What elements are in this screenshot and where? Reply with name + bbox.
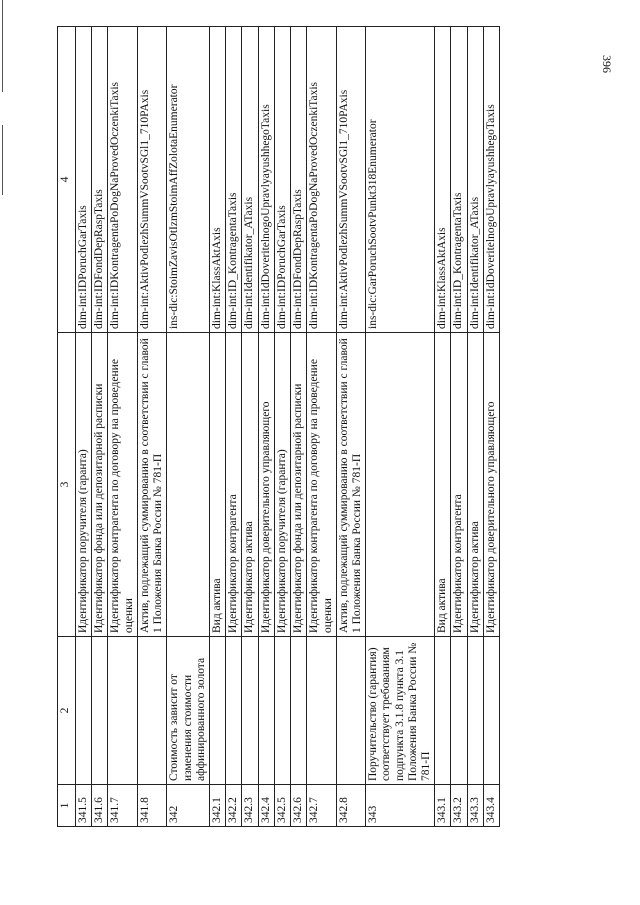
table-cell-c3: Актив, подлежащий суммированию в соответствии с главой 1 Положения Банка России № 781-П	[336, 333, 365, 637]
rotated-table-content	[57, 27, 587, 827]
table-cell-c3: Идентификатор поручителя (гаранта)	[274, 333, 290, 637]
table-cell-c3: Актив, подлежащий суммированию в соответствии с главой 1 Положения Банка России № 781-П	[137, 333, 166, 637]
table-cell-c1: 343.4	[483, 785, 499, 827]
table-row	[291, 27, 307, 827]
table-cell-c3	[167, 333, 210, 637]
table-cell-c2	[92, 637, 108, 785]
table-cell-c4: dim-int:IDKontragentaPoDogNaProvedOczenkiTaxis	[108, 27, 137, 333]
table-cell-c4: dim-int:AktivPodlezhSummVSootvSGl1_710PAxis	[137, 27, 166, 333]
table-cell-c1: 341.7	[108, 785, 137, 827]
table-cell-c3	[366, 333, 435, 637]
table-cell-c3: Идентификатор фонда или депозитарной расписки	[92, 333, 108, 637]
table-cell-c4: dim-int:IDKontragentaPoDogNaProvedOczenkiTaxis	[307, 27, 336, 333]
table-cell-c2	[242, 637, 258, 785]
table-cell-c1: 343.2	[451, 785, 467, 827]
table-cell-c4: dim-int:IDFondDepRaspTaxis	[92, 27, 108, 333]
table-cell-c1: 341.8	[137, 785, 166, 827]
table-cell-c1: 342.2	[226, 785, 242, 827]
table-cell-c3: Идентификатор контрагента по договору на проведение оценки	[108, 333, 137, 637]
scan-edge-mark	[2, 125, 3, 195]
table-row	[307, 27, 336, 827]
table-cell-c4: dim-int:Identifikator_ATaxis	[467, 27, 483, 333]
table-row	[226, 27, 242, 827]
table-row	[209, 27, 225, 827]
table-cell-c3: Идентификатор доверительного управляющего	[258, 333, 274, 637]
table-cell-c3: Идентификатор контрагента	[226, 333, 242, 637]
table-row	[274, 27, 290, 827]
table-cell-c4: dim-int:Identifikator_ATaxis	[242, 27, 258, 333]
table-cell-c3: Идентификатор контрагента	[451, 333, 467, 637]
table-cell-c4: dim-int:IdDoveritelnogoUpravlyayushhegoTaxis	[258, 27, 274, 333]
table-cell-c2	[435, 637, 451, 785]
table-cell-c2: Стоимость зависит от изменения стоимости аффинированного золота	[167, 637, 210, 785]
table-row	[467, 27, 483, 827]
table-row	[137, 27, 166, 827]
table-row	[242, 27, 258, 827]
table-cell-c4: dim-int:IDFondDepRaspTaxis	[291, 27, 307, 333]
table-cell-c4: dim-int:ID_KontragentaTaxis	[451, 27, 467, 333]
table-cell-c2	[76, 637, 92, 785]
table-cell-c4: dim-int:IDPoruchGarTaxis	[274, 27, 290, 333]
column-header: 3	[58, 333, 76, 637]
table-cell-c2	[108, 637, 137, 785]
table-row	[336, 27, 365, 827]
table-cell-c2: Поручительство (гарантия) соответствует требованиям подпункта 3.1.8 пункта 3.1 Положения Банка России № 781-П	[366, 637, 435, 785]
table-cell-c4: dim-int:AktivPodlezhSummVSootvSGl1_710PAxis	[336, 27, 365, 333]
table-row	[483, 27, 499, 827]
table-cell-c2	[467, 637, 483, 785]
table-cell-c3: Идентификатор поручителя (гаранта)	[76, 333, 92, 637]
table-cell-c1: 341.5	[76, 785, 92, 827]
table-cell-c2	[291, 637, 307, 785]
table-row	[108, 27, 137, 827]
table-cell-c2	[451, 637, 467, 785]
table-cell-c1: 342	[167, 785, 210, 827]
column-header: 4	[58, 27, 76, 333]
table-cell-c1: 342.7	[307, 785, 336, 827]
table-cell-c4: dim-int:ID_KontragentaTaxis	[226, 27, 242, 333]
table-cell-c3: Идентификатор контрагента по договору на проведение оценки	[307, 333, 336, 637]
table-cell-c4: dim-int:IdDoveritelnogoUpravlyayushhegoTaxis	[483, 27, 499, 333]
table-cell-c1: 342.6	[291, 785, 307, 827]
table-cell-c2	[209, 637, 225, 785]
table-cell-c2	[137, 637, 166, 785]
table-cell-c1: 342.5	[274, 785, 290, 827]
table-row	[258, 27, 274, 827]
table-cell-c3: Идентификатор актива	[242, 333, 258, 637]
table-row	[167, 27, 210, 827]
column-header: 1	[58, 785, 76, 827]
table-cell-c3: Идентификатор доверительного управляющего	[483, 333, 499, 637]
table-cell-c3: Идентификатор актива	[467, 333, 483, 637]
table-cell-c2	[483, 637, 499, 785]
table-cell-c4: dim-int:KlassAktAxis	[435, 27, 451, 333]
scan-edge-mark	[2, 0, 3, 92]
column-header: 2	[58, 637, 76, 785]
table-cell-c4: dim-int:IDPoruchGarTaxis	[76, 27, 92, 333]
table-row	[435, 27, 451, 827]
table-cell-c2	[336, 637, 365, 785]
page-number: 396	[600, 55, 614, 73]
table-cell-c4: ins-dic:GarPoruchSootvPunkt318Enumerator	[366, 27, 435, 333]
table-cell-c1: 342.8	[336, 785, 365, 827]
table-row	[366, 27, 435, 827]
table-cell-c1: 342.3	[242, 785, 258, 827]
table-cell-c2	[274, 637, 290, 785]
table-cell-c2	[307, 637, 336, 785]
table-cell-c2	[226, 637, 242, 785]
table-row	[451, 27, 467, 827]
data-table	[57, 26, 500, 827]
table-row	[76, 27, 92, 827]
table-cell-c3: Вид актива	[435, 333, 451, 637]
table-header-row	[58, 27, 76, 827]
table-cell-c1: 342.1	[209, 785, 225, 827]
table-cell-c3: Идентификатор фонда или депозитарной расписки	[291, 333, 307, 637]
table-cell-c3: Вид актива	[209, 333, 225, 637]
table-body	[76, 27, 500, 827]
table-cell-c1: 343	[366, 785, 435, 827]
table-cell-c1: 343.1	[435, 785, 451, 827]
table-cell-c1: 341.6	[92, 785, 108, 827]
table-cell-c4: ins-dic:StoimZavisOtIzmStoimAffZolotaEnumerator	[167, 27, 210, 333]
table-row	[92, 27, 108, 827]
table-cell-c4: dim-int:KlassAktAxis	[209, 27, 225, 333]
rotated-table-frame	[57, 27, 587, 827]
table-cell-c1: 343.3	[467, 785, 483, 827]
table-cell-c1: 342.4	[258, 785, 274, 827]
table-cell-c2	[258, 637, 274, 785]
